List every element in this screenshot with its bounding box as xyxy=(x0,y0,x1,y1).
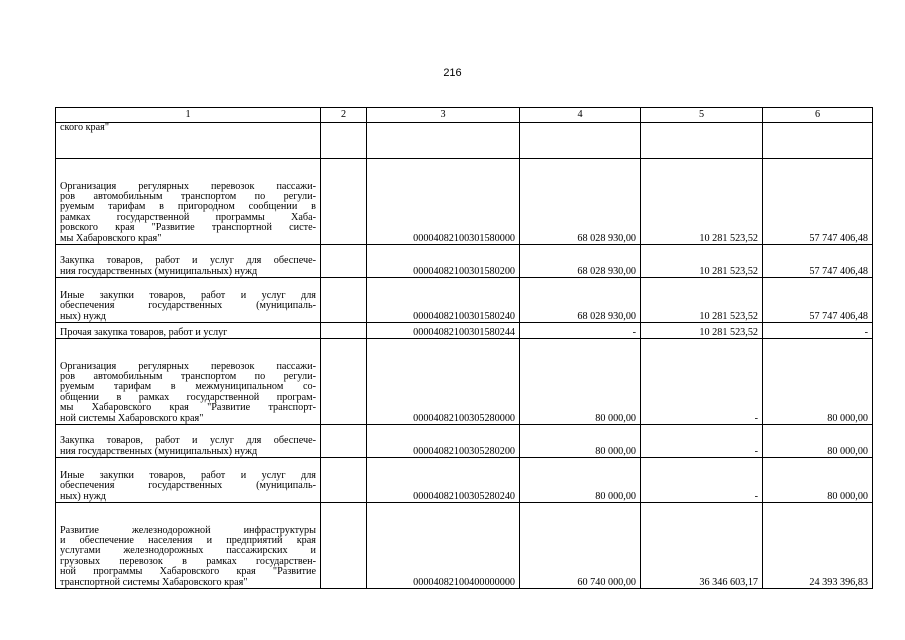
row-value-col6-text: - xyxy=(864,326,868,338)
row-value-col6-text: 57 747 406,48 xyxy=(809,232,868,244)
row-value-col4 xyxy=(520,278,641,323)
table-row xyxy=(56,458,873,503)
row-value-col5 xyxy=(641,458,763,503)
row-name-cell xyxy=(56,159,321,245)
row-col2-cell xyxy=(321,159,367,245)
row-value-col5-text: - xyxy=(754,490,758,502)
header-cell: 3 xyxy=(367,108,520,123)
table-row xyxy=(56,245,873,278)
table-row xyxy=(56,278,873,323)
header-cell: 6 xyxy=(763,108,873,123)
row-name-line: Развитие железнодорожной инфраструктуры xyxy=(60,524,316,536)
row-code-cell-text: 00004082100301580244 xyxy=(413,326,515,338)
row-value-col6 xyxy=(763,245,873,278)
row-name-line: Иные закупки товаров, работ и услуг для xyxy=(60,289,316,301)
table-row xyxy=(56,425,873,458)
row-code-cell xyxy=(367,458,520,503)
row-col2-cell xyxy=(321,339,367,425)
table-row xyxy=(56,159,873,245)
row-name-line: Закупка товаров, работ и услуг для обеспече- xyxy=(60,255,316,267)
row-name-line: обеспечения государственных (муниципаль- xyxy=(60,480,316,492)
row-name-line: грузовых перевозок в рамках государствен- xyxy=(60,555,316,567)
row-code-cell-text: 00004082100400000000 xyxy=(413,576,515,588)
row-value-col5-text: 10 281 523,52 xyxy=(699,310,758,322)
row-code-cell xyxy=(367,503,520,589)
row-name-line: ных) нужд xyxy=(60,310,106,322)
row-name-line: рамках государственной программы Хаба- xyxy=(60,211,316,223)
table-row xyxy=(56,323,873,339)
row-value-col6-text: 24 393 396,83 xyxy=(809,576,868,588)
row-value-col4 xyxy=(520,123,641,159)
row-value-col6-text: 57 747 406,48 xyxy=(809,265,868,277)
row-code-cell xyxy=(367,123,520,159)
row-code-cell-text: 00004082100305280000 xyxy=(413,412,515,424)
row-name-line: транспортной системы Хабаровского края" xyxy=(60,576,248,588)
row-value-col6-text: 57 747 406,48 xyxy=(809,310,868,322)
row-value-col4 xyxy=(520,458,641,503)
row-value-col6 xyxy=(763,123,873,159)
row-name-line: ров автомобильным транспортом по регули- xyxy=(60,190,316,202)
table-row xyxy=(56,503,873,589)
row-col2-cell xyxy=(321,425,367,458)
row-value-col6 xyxy=(763,323,873,339)
header-row xyxy=(56,108,873,123)
row-value-col6 xyxy=(763,503,873,589)
row-name-line: ского края" xyxy=(60,122,110,133)
row-value-col5-text: 10 281 523,52 xyxy=(699,232,758,244)
row-name-cell xyxy=(56,123,321,159)
row-code-cell-text: 00004082100305280240 xyxy=(413,490,515,502)
row-name-line: ния государственных (муниципальных) нужд xyxy=(60,445,258,457)
row-code-cell-text: 00004082100301580200 xyxy=(413,265,515,277)
row-name-line: общении в рамках государственной програм- xyxy=(60,391,316,403)
row-code-cell xyxy=(367,339,520,425)
row-value-col4-text: 60 740 000,00 xyxy=(577,576,636,588)
row-value-col4 xyxy=(520,503,641,589)
row-name-line: Закупка товаров, работ и услуг для обеспече- xyxy=(60,435,316,447)
header-cell: 5 xyxy=(641,108,763,123)
row-name-cell xyxy=(56,503,321,589)
row-name-cell xyxy=(56,323,321,339)
row-value-col5 xyxy=(641,159,763,245)
row-value-col5 xyxy=(641,339,763,425)
row-name-cell xyxy=(56,458,321,503)
row-value-col5 xyxy=(641,278,763,323)
row-col2-cell xyxy=(321,245,367,278)
row-value-col4 xyxy=(520,323,641,339)
row-name-cell xyxy=(56,425,321,458)
row-value-col5-text: 10 281 523,52 xyxy=(699,326,758,338)
row-name-line: ной программы Хабаровского края "Развитие xyxy=(60,566,316,578)
table-row xyxy=(56,123,873,159)
row-value-col4 xyxy=(520,425,641,458)
row-name-line: услугами железнодорожных пассажирских и xyxy=(60,545,316,557)
row-value-col5 xyxy=(641,123,763,159)
row-code-cell xyxy=(367,323,520,339)
row-value-col6 xyxy=(763,159,873,245)
header-cell: 2 xyxy=(321,108,367,123)
row-value-col4-text: - xyxy=(632,326,636,338)
row-value-col6 xyxy=(763,458,873,503)
row-value-col6 xyxy=(763,339,873,425)
row-name-line: Прочая закупка товаров, работ и услуг xyxy=(60,326,228,338)
row-value-col6-text: 80 000,00 xyxy=(827,445,868,457)
row-value-col5-text: 36 346 603,17 xyxy=(699,576,758,588)
row-name-line: ния государственных (муниципальных) нужд xyxy=(60,265,258,277)
row-value-col5-text: 10 281 523,52 xyxy=(699,265,758,277)
row-value-col5 xyxy=(641,503,763,589)
row-name-line: ных) нужд xyxy=(60,490,106,502)
row-col2-cell xyxy=(321,458,367,503)
row-code-cell xyxy=(367,278,520,323)
row-value-col5 xyxy=(641,425,763,458)
row-value-col4 xyxy=(520,339,641,425)
row-value-col5-text: - xyxy=(754,445,758,457)
row-name-line: Организация регулярных перевозок пассажи- xyxy=(60,360,316,372)
row-value-col4 xyxy=(520,159,641,245)
header-cell: 1 xyxy=(56,108,321,123)
row-code-cell xyxy=(367,425,520,458)
row-value-col4-text: 80 000,00 xyxy=(595,490,636,502)
row-col2-cell xyxy=(321,323,367,339)
header-cell: 4 xyxy=(520,108,641,123)
row-name-line: мы Хабаровского края "Развитие транспорт- xyxy=(60,402,316,414)
row-value-col5 xyxy=(641,323,763,339)
row-name-line: Иные закупки товаров, работ и услуг для xyxy=(60,469,316,481)
row-code-cell-text: 00004082100301580000 xyxy=(413,232,515,244)
row-value-col4-text: 68 028 930,00 xyxy=(577,232,636,244)
row-value-col6 xyxy=(763,425,873,458)
row-name-line: мы Хабаровского края" xyxy=(60,232,162,244)
row-value-col5 xyxy=(641,245,763,278)
row-value-col6-text: 80 000,00 xyxy=(827,490,868,502)
row-name-cell xyxy=(56,245,321,278)
row-name-cell xyxy=(56,278,321,323)
row-name-cell xyxy=(56,339,321,425)
row-name-line: руемым тарифам в межмуниципальном со- xyxy=(60,381,316,393)
row-col2-cell xyxy=(321,123,367,159)
row-name-line: обеспечения государственных (муниципаль- xyxy=(60,300,316,312)
row-code-cell xyxy=(367,159,520,245)
row-code-cell-text: 00004082100305280200 xyxy=(413,445,515,457)
row-name-line: ровского края "Развитие транспортной систе- xyxy=(60,222,316,234)
row-name-line: ной системы Хабаровского края" xyxy=(60,412,204,424)
row-name-line: ров автомобильным транспортом по регули- xyxy=(60,370,316,382)
table-row xyxy=(56,339,873,425)
row-value-col4-text: 68 028 930,00 xyxy=(577,265,636,277)
row-name-line: и обеспечение населения и предприятий края xyxy=(60,534,316,546)
row-code-cell-text: 00004082100301580240 xyxy=(413,310,515,322)
row-code-cell xyxy=(367,245,520,278)
row-value-col5-text: - xyxy=(754,412,758,424)
row-value-col4 xyxy=(520,245,641,278)
row-name-line: руемым тарифам в пригородном сообщении в xyxy=(60,201,316,213)
budget-table xyxy=(55,107,873,589)
row-value-col4-text: 68 028 930,00 xyxy=(577,310,636,322)
row-col2-cell xyxy=(321,503,367,589)
page-number: 216 xyxy=(443,67,462,79)
row-value-col6-text: 80 000,00 xyxy=(827,412,868,424)
row-name-line: Организация регулярных перевозок пассажи- xyxy=(60,180,316,192)
row-value-col6 xyxy=(763,278,873,323)
row-col2-cell xyxy=(321,278,367,323)
row-value-col4-text: 80 000,00 xyxy=(595,445,636,457)
row-value-col4-text: 80 000,00 xyxy=(595,412,636,424)
